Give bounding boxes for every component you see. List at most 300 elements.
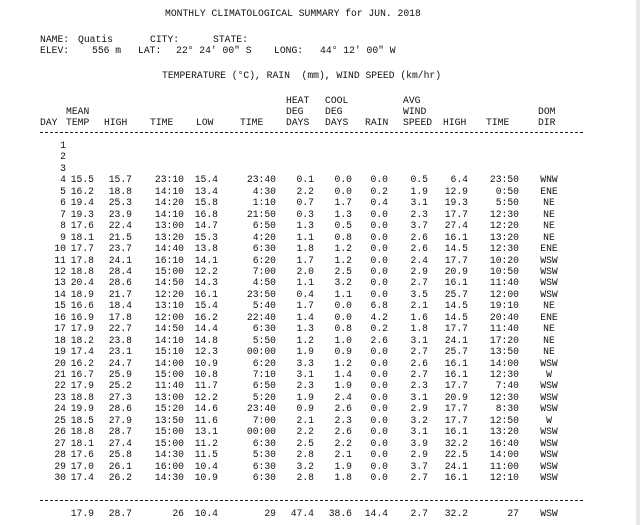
cell-high-time: 11:40 bbox=[154, 380, 184, 392]
total-rain: 14.4 bbox=[364, 508, 388, 519]
cell-day: 11 bbox=[54, 254, 66, 266]
cell-heat-deg-days: 1.3 bbox=[296, 323, 314, 335]
total-high: 28.7 bbox=[108, 508, 132, 519]
cell-day: 24 bbox=[54, 403, 66, 415]
cell-wind-high: 17.7 bbox=[444, 414, 468, 426]
cell-dom-dir: WSW bbox=[540, 449, 558, 461]
cell-day: 5 bbox=[60, 185, 66, 197]
cell-mean-temp: 17.0 bbox=[70, 460, 94, 472]
cell-cool-deg-days: 2.5 bbox=[334, 265, 352, 277]
table-row bbox=[0, 438, 640, 450]
cell-wind-high: 16.1 bbox=[444, 369, 468, 380]
cell-high: 23.8 bbox=[108, 334, 132, 346]
cell-low: 10.4 bbox=[194, 460, 218, 472]
cell-wind-high: 17.7 bbox=[444, 208, 468, 220]
cell-cool-deg-days: 0.8 bbox=[334, 231, 352, 243]
cell-low-time: 6:30 bbox=[252, 243, 276, 255]
cell-low-time: 23:50 bbox=[246, 288, 276, 300]
cell-dom-dir: WSW bbox=[540, 472, 558, 484]
cell-high: 23.7 bbox=[108, 243, 132, 255]
cell-heat-deg-days: 2.8 bbox=[296, 472, 314, 484]
table-row bbox=[0, 186, 640, 198]
cell-low-time: 23:40 bbox=[246, 403, 276, 415]
cell-cool-deg-days: 1.4 bbox=[334, 369, 352, 380]
total-avg-wind-speed: 2.7 bbox=[410, 508, 428, 519]
table-row bbox=[0, 300, 640, 312]
lat-label: LAT: bbox=[138, 45, 162, 56]
cell-mean-temp: 18.8 bbox=[70, 426, 94, 438]
cell-wind-high: 6.4 bbox=[450, 174, 468, 186]
cell-low: 14.7 bbox=[194, 220, 218, 232]
cell-high: 18.8 bbox=[108, 185, 132, 197]
cell-cool-deg-days: 1.3 bbox=[334, 208, 352, 220]
cell-rain: 0.0 bbox=[370, 220, 388, 232]
cell-rain: 0.2 bbox=[370, 185, 388, 197]
cell-wind-high: 17.7 bbox=[444, 323, 468, 335]
station-name: Quatis bbox=[78, 34, 113, 45]
cell-wind-high: 24.1 bbox=[444, 460, 468, 472]
cell-high-time: 14:10 bbox=[154, 208, 184, 220]
cell-high-time: 16:10 bbox=[154, 254, 184, 266]
column-header-mean-temp: MEAN bbox=[66, 106, 90, 117]
cell-high: 24.7 bbox=[108, 357, 132, 369]
cell-rain: 0.0 bbox=[370, 277, 388, 289]
cell-wind-time: 13:20 bbox=[489, 426, 519, 438]
cell-wind-time: 5:50 bbox=[495, 197, 519, 209]
totals-line bbox=[0, 508, 640, 520]
cell-avg-wind-speed: 1.8 bbox=[410, 323, 428, 335]
cell-dom-dir: NE bbox=[543, 334, 555, 346]
cell-high-time: 15:20 bbox=[154, 403, 184, 415]
cell-low-time: 00:00 bbox=[246, 346, 276, 358]
total-heat-deg-days: 47.4 bbox=[290, 508, 314, 519]
cell-heat-deg-days: 3.3 bbox=[296, 357, 314, 369]
cell-low: 15.4 bbox=[194, 174, 218, 186]
cell-avg-wind-speed: 2.9 bbox=[410, 265, 428, 277]
cell-high: 24.1 bbox=[108, 254, 132, 266]
cell-wind-high: 12.9 bbox=[444, 185, 468, 197]
cell-high: 25.8 bbox=[108, 449, 132, 461]
cell-low: 12.2 bbox=[194, 265, 218, 277]
table-row bbox=[0, 289, 640, 301]
cell-day: 17 bbox=[54, 323, 66, 335]
cell-wind-time: 17:20 bbox=[489, 334, 519, 346]
table-row bbox=[0, 174, 640, 186]
cell-rain: 0.0 bbox=[370, 472, 388, 484]
cell-low-time: 22:40 bbox=[246, 311, 276, 323]
cell-rain: 0.0 bbox=[370, 243, 388, 255]
cell-wind-high: 16.1 bbox=[444, 231, 468, 243]
cell-high-time: 14:50 bbox=[154, 277, 184, 289]
cell-high-time: 14:40 bbox=[154, 243, 184, 255]
cell-avg-wind-speed: 3.1 bbox=[410, 334, 428, 346]
cell-wind-time: 12:50 bbox=[489, 414, 519, 426]
cell-low-time: 6:50 bbox=[252, 380, 276, 392]
cell-dom-dir: WSW bbox=[540, 380, 558, 392]
cell-heat-deg-days: 1.1 bbox=[296, 231, 314, 243]
cell-mean-temp: 18.2 bbox=[70, 334, 94, 346]
cell-mean-temp: 17.6 bbox=[70, 220, 94, 232]
cell-high-time: 14:10 bbox=[154, 185, 184, 197]
table-row bbox=[0, 151, 640, 163]
column-header-wind-time: TIME bbox=[486, 117, 510, 128]
cell-rain: 0.0 bbox=[370, 369, 388, 380]
cell-wind-high: 22.5 bbox=[444, 449, 468, 461]
cell-mean-temp: 17.9 bbox=[70, 380, 94, 392]
cell-dom-dir: WSW bbox=[540, 426, 558, 438]
cell-wind-time: 10:20 bbox=[489, 254, 519, 266]
cell-mean-temp: 17.9 bbox=[70, 323, 94, 335]
cell-day: 23 bbox=[54, 391, 66, 403]
cell-avg-wind-speed: 3.5 bbox=[410, 288, 428, 300]
cell-wind-high: 32.2 bbox=[444, 437, 468, 449]
cell-high-time: 12:00 bbox=[154, 311, 184, 323]
cell-high-time: 13:00 bbox=[154, 391, 184, 403]
column-header-high-time: TIME bbox=[150, 117, 174, 128]
cell-cool-deg-days: 0.5 bbox=[334, 220, 352, 232]
cell-mean-temp: 16.9 bbox=[70, 311, 94, 323]
cell-heat-deg-days: 1.9 bbox=[296, 391, 314, 403]
table-row bbox=[0, 415, 640, 427]
cell-low-time: 7:00 bbox=[252, 265, 276, 277]
cell-wind-time: 12:00 bbox=[489, 288, 519, 300]
cell-day: 22 bbox=[54, 380, 66, 392]
cell-avg-wind-speed: 2.4 bbox=[410, 254, 428, 266]
cell-high-time: 13:00 bbox=[154, 220, 184, 232]
total-wind-time: 27 bbox=[507, 508, 519, 519]
cell-heat-deg-days: 1.7 bbox=[296, 254, 314, 266]
cell-high: 17.8 bbox=[108, 311, 132, 323]
cell-high: 25.3 bbox=[108, 197, 132, 209]
title-line bbox=[0, 8, 640, 20]
cell-wind-high: 14.5 bbox=[444, 311, 468, 323]
cell-day: 3 bbox=[60, 162, 66, 174]
cell-wind-high: 16.1 bbox=[444, 277, 468, 289]
cell-high-time: 15:00 bbox=[154, 265, 184, 277]
cell-low-time: 5:50 bbox=[252, 334, 276, 346]
cell-rain: 0.0 bbox=[370, 460, 388, 472]
cell-avg-wind-speed: 2.7 bbox=[410, 369, 428, 380]
cell-low: 14.1 bbox=[194, 254, 218, 266]
cell-mean-temp: 16.6 bbox=[70, 300, 94, 312]
cell-wind-time: 16:40 bbox=[489, 437, 519, 449]
cell-low: 14.8 bbox=[194, 334, 218, 346]
cell-heat-deg-days: 0.4 bbox=[296, 288, 314, 300]
cell-low: 14.6 bbox=[194, 403, 218, 415]
cell-avg-wind-speed: 2.7 bbox=[410, 472, 428, 484]
cell-dom-dir: WSW bbox=[540, 288, 558, 300]
cell-low: 11.2 bbox=[194, 437, 218, 449]
cell-mean-temp: 20.4 bbox=[70, 277, 94, 289]
cell-mean-temp: 18.5 bbox=[70, 414, 94, 426]
cell-heat-deg-days: 1.3 bbox=[296, 220, 314, 232]
cell-high-time: 12:20 bbox=[154, 288, 184, 300]
column-header-avg-wind-speed: WIND bbox=[403, 106, 427, 117]
cell-mean-temp: 19.3 bbox=[70, 208, 94, 220]
table-row bbox=[0, 392, 640, 404]
cell-wind-high: 16.1 bbox=[444, 426, 468, 438]
cell-low-time: 6:30 bbox=[252, 472, 276, 484]
cell-low-time: 6:50 bbox=[252, 220, 276, 232]
cell-high: 22.7 bbox=[108, 323, 132, 335]
cell-high-time: 23:10 bbox=[154, 174, 184, 186]
cell-low: 11.7 bbox=[194, 380, 218, 392]
table-row bbox=[0, 335, 640, 347]
cell-rain: 0.0 bbox=[370, 231, 388, 243]
column-header-heat-deg-days: DAYS bbox=[286, 117, 310, 128]
cell-low-time: 6:30 bbox=[252, 323, 276, 335]
cell-day: 1 bbox=[60, 140, 66, 151]
cell-dom-dir: WNW bbox=[540, 174, 558, 186]
table-row bbox=[0, 472, 640, 484]
cell-dom-dir: WSW bbox=[540, 277, 558, 289]
column-header-cool-deg-days: COOL bbox=[325, 95, 349, 106]
column-header-cool-deg-days: DEG bbox=[325, 106, 343, 117]
cell-heat-deg-days: 3.2 bbox=[296, 460, 314, 472]
cell-low-time: 6:30 bbox=[252, 460, 276, 472]
cell-dom-dir: W bbox=[546, 414, 552, 426]
cell-high: 18.4 bbox=[108, 300, 132, 312]
cell-high: 27.3 bbox=[108, 391, 132, 403]
cell-wind-high: 20.9 bbox=[444, 265, 468, 277]
cell-rain: 0.0 bbox=[370, 254, 388, 266]
column-header-wind-high: HIGH bbox=[443, 117, 467, 128]
cell-dom-dir: ENE bbox=[540, 243, 558, 255]
cell-cool-deg-days: 2.6 bbox=[334, 426, 352, 438]
cell-day: 16 bbox=[54, 311, 66, 323]
column-header-dom-dir: DOM bbox=[538, 106, 556, 117]
table-row bbox=[0, 220, 640, 232]
table-row bbox=[0, 266, 640, 278]
cell-day: 4 bbox=[60, 174, 66, 186]
cell-mean-temp: 18.1 bbox=[70, 437, 94, 449]
cell-dom-dir: NE bbox=[543, 220, 555, 232]
cell-avg-wind-speed: 3.1 bbox=[410, 426, 428, 438]
cell-avg-wind-speed: 2.9 bbox=[410, 403, 428, 415]
cell-low: 11.6 bbox=[194, 414, 218, 426]
cell-high: 26.2 bbox=[108, 472, 132, 484]
cell-heat-deg-days: 0.7 bbox=[296, 197, 314, 209]
cell-high: 28.7 bbox=[108, 426, 132, 438]
state-label: STATE: bbox=[213, 34, 248, 45]
cell-wind-time: 11:00 bbox=[489, 460, 519, 472]
cell-wind-high: 16.1 bbox=[444, 472, 468, 484]
cell-mean-temp: 18.8 bbox=[70, 391, 94, 403]
units-line bbox=[0, 70, 640, 82]
cell-high: 27.9 bbox=[108, 414, 132, 426]
cell-avg-wind-speed: 3.1 bbox=[410, 391, 428, 403]
cell-rain: 0.0 bbox=[370, 346, 388, 358]
cell-avg-wind-speed: 1.9 bbox=[410, 185, 428, 197]
cell-low: 12.3 bbox=[194, 346, 218, 358]
cell-avg-wind-speed: 2.1 bbox=[410, 300, 428, 312]
cell-wind-high: 24.1 bbox=[444, 334, 468, 346]
cell-mean-temp: 16.2 bbox=[70, 357, 94, 369]
page-edge bbox=[636, 0, 640, 525]
report-title: MONTHLY CLIMATOLOGICAL SUMMARY for JUN. 2018 bbox=[165, 8, 421, 19]
cell-heat-deg-days: 3.1 bbox=[296, 369, 314, 380]
cell-avg-wind-speed: 2.7 bbox=[410, 277, 428, 289]
cell-dom-dir: WSW bbox=[540, 391, 558, 403]
cell-high-time: 14:50 bbox=[154, 323, 184, 335]
cell-high: 28.6 bbox=[108, 277, 132, 289]
cell-wind-time: 14:00 bbox=[489, 449, 519, 461]
cell-wind-time: 20:40 bbox=[489, 311, 519, 323]
cell-mean-temp: 19.9 bbox=[70, 403, 94, 415]
longitude-value: 44° 12' 00" W bbox=[320, 45, 396, 56]
cell-cool-deg-days: 3.2 bbox=[334, 277, 352, 289]
cell-heat-deg-days: 2.8 bbox=[296, 449, 314, 461]
cell-cool-deg-days: 1.0 bbox=[334, 334, 352, 346]
cell-rain: 0.0 bbox=[370, 208, 388, 220]
table-row bbox=[0, 323, 640, 335]
cell-rain: 0.0 bbox=[370, 265, 388, 277]
cell-avg-wind-speed: 2.6 bbox=[410, 231, 428, 243]
cell-avg-wind-speed: 3.9 bbox=[410, 437, 428, 449]
cell-mean-temp: 18.8 bbox=[70, 265, 94, 277]
column-header-heat-deg-days: HEAT bbox=[286, 95, 310, 106]
cell-low: 13.1 bbox=[194, 426, 218, 438]
cell-high-time: 14:10 bbox=[154, 334, 184, 346]
cell-cool-deg-days: 0.0 bbox=[334, 311, 352, 323]
cell-dom-dir: WSW bbox=[540, 357, 558, 369]
cell-avg-wind-speed: 3.2 bbox=[410, 414, 428, 426]
cell-low-time: 6:30 bbox=[252, 437, 276, 449]
cell-wind-time: 11:40 bbox=[489, 277, 519, 289]
cell-low: 16.8 bbox=[194, 208, 218, 220]
cell-high: 23.9 bbox=[108, 208, 132, 220]
column-header-low: LOW bbox=[196, 117, 214, 128]
cell-day: 10 bbox=[54, 243, 66, 255]
cell-wind-time: 13:50 bbox=[489, 346, 519, 358]
table-row bbox=[0, 346, 640, 358]
cell-rain: 0.0 bbox=[370, 357, 388, 369]
cell-rain: 0.0 bbox=[370, 414, 388, 426]
table-row bbox=[0, 380, 640, 392]
latitude-value: 22° 24' 00" S bbox=[176, 45, 252, 56]
cell-heat-deg-days: 2.3 bbox=[296, 380, 314, 392]
cell-wind-time: 12:10 bbox=[489, 472, 519, 484]
cell-high-time: 13:20 bbox=[154, 231, 184, 243]
elev-label: ELEV: bbox=[40, 45, 70, 56]
cell-cool-deg-days: 1.1 bbox=[334, 288, 352, 300]
cell-mean-temp: 18.1 bbox=[70, 231, 94, 243]
cell-avg-wind-speed: 2.3 bbox=[410, 380, 428, 392]
cell-low: 15.3 bbox=[194, 231, 218, 243]
table-row bbox=[0, 197, 640, 209]
cell-avg-wind-speed: 1.6 bbox=[410, 311, 428, 323]
cell-avg-wind-speed: 3.7 bbox=[410, 220, 428, 232]
cell-wind-time: 12:30 bbox=[489, 208, 519, 220]
cell-rain: 0.0 bbox=[370, 391, 388, 403]
cell-day: 18 bbox=[54, 334, 66, 346]
cell-rain: 0.0 bbox=[370, 174, 388, 186]
cell-wind-high: 14.5 bbox=[444, 243, 468, 255]
cell-mean-temp: 16.7 bbox=[70, 369, 94, 380]
cell-low: 15.8 bbox=[194, 197, 218, 209]
column-header-avg-wind-speed: AVG bbox=[403, 95, 421, 106]
cell-avg-wind-speed: 2.6 bbox=[410, 243, 428, 255]
cell-avg-wind-speed: 3.7 bbox=[410, 460, 428, 472]
cell-day: 28 bbox=[54, 449, 66, 461]
cell-wind-high: 17.7 bbox=[444, 254, 468, 266]
cell-high: 21.7 bbox=[108, 288, 132, 300]
cell-low-time: 21:50 bbox=[246, 208, 276, 220]
cell-high-time: 15:00 bbox=[154, 426, 184, 438]
cell-dom-dir: NE bbox=[543, 208, 555, 220]
cell-mean-temp: 17.4 bbox=[70, 346, 94, 358]
cell-low: 10.8 bbox=[194, 369, 218, 380]
total-mean-temp: 17.9 bbox=[70, 508, 94, 519]
cell-day: 7 bbox=[60, 208, 66, 220]
cell-dom-dir: NE bbox=[543, 300, 555, 312]
column-header-mean-temp: TEMP bbox=[66, 117, 90, 128]
cell-wind-time: 11:40 bbox=[489, 323, 519, 335]
cell-mean-temp: 19.4 bbox=[70, 197, 94, 209]
cell-dom-dir: WSW bbox=[540, 403, 558, 415]
cell-cool-deg-days: 0.8 bbox=[334, 323, 352, 335]
cell-dom-dir: W bbox=[546, 369, 552, 380]
elevation-value: 556 m bbox=[92, 45, 122, 56]
cell-high: 26.1 bbox=[108, 460, 132, 472]
cell-cool-deg-days: 0.0 bbox=[334, 174, 352, 186]
cell-rain: 0.0 bbox=[370, 288, 388, 300]
cell-heat-deg-days: 0.3 bbox=[296, 208, 314, 220]
table-row bbox=[0, 358, 640, 370]
table-row bbox=[0, 369, 640, 381]
cell-low-time: 6:20 bbox=[252, 357, 276, 369]
cell-cool-deg-days: 2.1 bbox=[334, 449, 352, 461]
cell-cool-deg-days: 2.2 bbox=[334, 437, 352, 449]
units-description: TEMPERATURE (°C), RAIN (mm), WIND SPEED (km/hr) bbox=[162, 70, 442, 81]
cell-rain: 0.0 bbox=[370, 403, 388, 415]
cell-heat-deg-days: 1.7 bbox=[296, 300, 314, 312]
cell-rain: 2.6 bbox=[370, 334, 388, 346]
cell-low: 16.1 bbox=[194, 288, 218, 300]
cell-high: 28.6 bbox=[108, 403, 132, 415]
cell-low-time: 4:30 bbox=[252, 185, 276, 197]
total-low-time: 29 bbox=[264, 508, 276, 519]
header-divider bbox=[40, 132, 583, 133]
table-row bbox=[0, 163, 640, 175]
cell-high-time: 14:30 bbox=[154, 449, 184, 461]
cell-day: 29 bbox=[54, 460, 66, 472]
cell-dom-dir: WSW bbox=[540, 460, 558, 472]
cell-day: 25 bbox=[54, 414, 66, 426]
cell-high-time: 15:00 bbox=[154, 369, 184, 380]
cell-dom-dir: ENE bbox=[540, 311, 558, 323]
cell-dom-dir: ENE bbox=[540, 185, 558, 197]
cell-low: 13.4 bbox=[194, 185, 218, 197]
table-row bbox=[0, 277, 640, 289]
cell-day: 15 bbox=[54, 300, 66, 312]
cell-dom-dir: NE bbox=[543, 197, 555, 209]
column-header-line bbox=[0, 117, 640, 129]
cell-high-time: 14:00 bbox=[154, 357, 184, 369]
cell-heat-deg-days: 1.2 bbox=[296, 334, 314, 346]
cell-heat-deg-days: 0.1 bbox=[296, 174, 314, 186]
cell-high: 28.4 bbox=[108, 265, 132, 277]
column-header-cool-deg-days: DAYS bbox=[325, 117, 349, 128]
cell-rain: 0.4 bbox=[370, 197, 388, 209]
cell-mean-temp: 17.6 bbox=[70, 449, 94, 461]
cell-day: 27 bbox=[54, 437, 66, 449]
cell-low-time: 5:40 bbox=[252, 300, 276, 312]
cell-high: 25.2 bbox=[108, 380, 132, 392]
cell-high-time: 13:50 bbox=[154, 414, 184, 426]
cell-day: 8 bbox=[60, 220, 66, 232]
cell-high-time: 13:10 bbox=[154, 300, 184, 312]
